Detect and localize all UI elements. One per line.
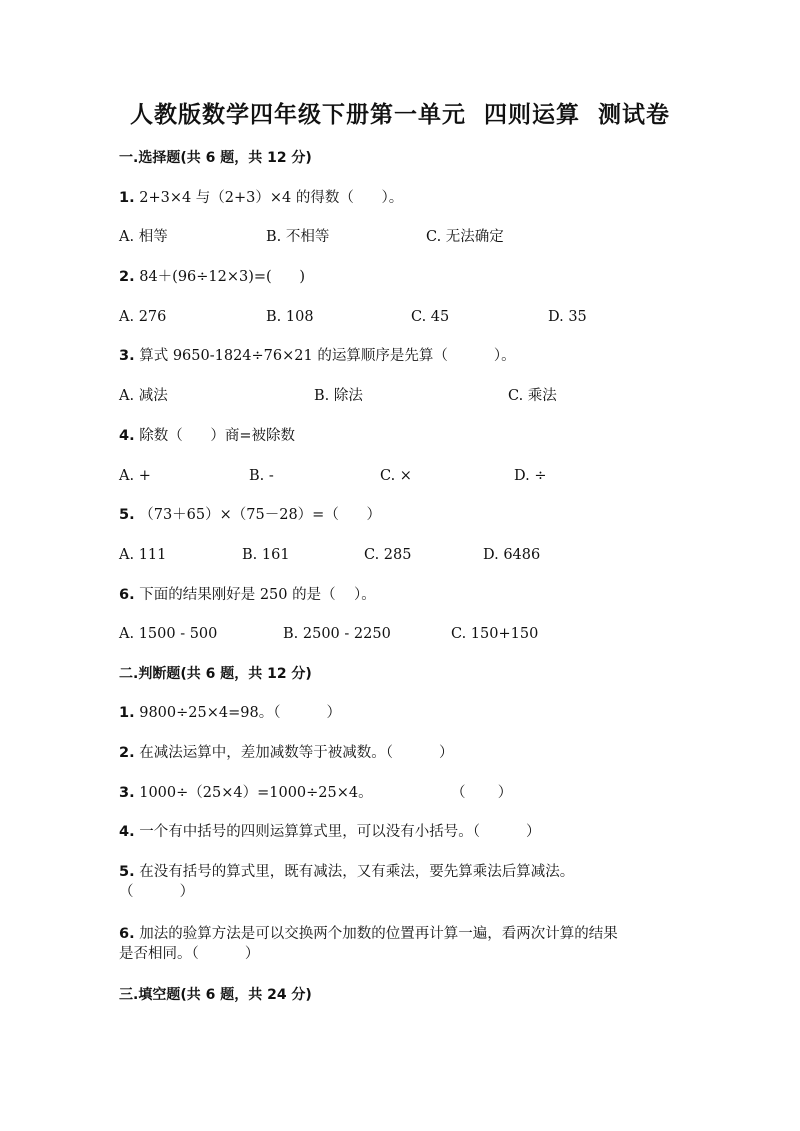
option: B. 除法 bbox=[314, 388, 363, 404]
question bbox=[119, 585, 376, 605]
question bbox=[119, 267, 305, 287]
question-continuation: （ ） bbox=[119, 884, 195, 900]
question-text: 算式 9650-1824÷76×21 的运算顺序是先算（ ）。 bbox=[139, 348, 516, 364]
option: B. 161 bbox=[242, 547, 290, 563]
option: B. 108 bbox=[266, 309, 314, 325]
option: C. 无法确定 bbox=[426, 229, 504, 245]
question-number: 2. bbox=[119, 745, 135, 761]
question-number: 3. bbox=[119, 785, 135, 801]
question bbox=[119, 346, 516, 366]
option: A. 减法 bbox=[119, 388, 168, 404]
question bbox=[119, 188, 403, 208]
option: D. ÷ bbox=[514, 468, 547, 484]
question bbox=[119, 703, 341, 723]
question-continuation: 是否相同。（ ） bbox=[119, 946, 260, 962]
question-number: 3. bbox=[119, 348, 135, 364]
option: B. 2500 - 2250 bbox=[283, 626, 391, 642]
question-text: 一个有中括号的四则运算算式里，可以没有小括号。（ ） bbox=[139, 824, 541, 840]
question bbox=[119, 743, 454, 763]
question-text: 9800÷25×4=98。（ ） bbox=[139, 705, 342, 721]
question-text: 加法的验算方法是可以交换两个加数的位置再计算一遍，看两次计算的结果 bbox=[139, 926, 618, 942]
question bbox=[119, 505, 381, 525]
option: C. 285 bbox=[364, 547, 412, 563]
question-text: （73＋65）×（75－28）=（ ） bbox=[139, 507, 381, 523]
option: B. 不相等 bbox=[266, 229, 330, 245]
question-number: 6. bbox=[119, 926, 135, 942]
option: C. 乘法 bbox=[508, 388, 557, 404]
page-title: 人教版数学四年级下册第一单元 四则运算 测试卷 bbox=[129, 101, 671, 128]
option: A. 1500 - 500 bbox=[119, 626, 218, 642]
question bbox=[119, 862, 574, 882]
option: D. 35 bbox=[548, 309, 587, 325]
question-text: 在减法运算中，差加减数等于被减数。（ ） bbox=[139, 745, 454, 761]
question-text: 除数（ ）商=被除数 bbox=[139, 428, 296, 444]
question bbox=[119, 783, 512, 803]
question-number: 4. bbox=[119, 428, 135, 444]
option: B. - bbox=[249, 468, 274, 484]
question-text: 在没有括号的算式里，既有减法，又有乘法，要先算乘法后算减法。 bbox=[139, 864, 575, 880]
question bbox=[119, 426, 295, 446]
question-number: 4. bbox=[119, 824, 135, 840]
option: A. 276 bbox=[119, 309, 167, 325]
option: C. 45 bbox=[411, 309, 450, 325]
section-heading: 三.填空题(共 6 题，共 24 分) bbox=[119, 987, 312, 1003]
question-number: 5. bbox=[119, 864, 135, 880]
question-text: 2+3×4 与（2+3）×4 的得数（ ）。 bbox=[139, 190, 404, 206]
question-number: 5. bbox=[119, 507, 135, 523]
option: A. + bbox=[119, 468, 151, 484]
question-text: 84＋(96÷12×3)=( ) bbox=[139, 269, 306, 285]
question-number: 6. bbox=[119, 587, 135, 603]
option: A. 111 bbox=[119, 547, 167, 563]
question-text: 下面的结果刚好是 250 的是（ ）。 bbox=[139, 587, 376, 603]
question-number: 2. bbox=[119, 269, 135, 285]
question-number: 1. bbox=[119, 705, 135, 721]
question bbox=[119, 924, 618, 944]
option: C. 150+150 bbox=[451, 626, 539, 642]
option: C. × bbox=[380, 468, 412, 484]
question-text: 1000÷（25×4）=1000÷25×4。 （ ） bbox=[139, 785, 513, 801]
question-number: 1. bbox=[119, 190, 135, 206]
section-heading: 二.判断题(共 6 题，共 12 分) bbox=[119, 666, 312, 682]
question bbox=[119, 822, 541, 842]
option: A. 相等 bbox=[119, 229, 168, 245]
option: D. 6486 bbox=[483, 547, 541, 563]
section-heading: 一.选择题(共 6 题，共 12 分) bbox=[119, 150, 312, 166]
